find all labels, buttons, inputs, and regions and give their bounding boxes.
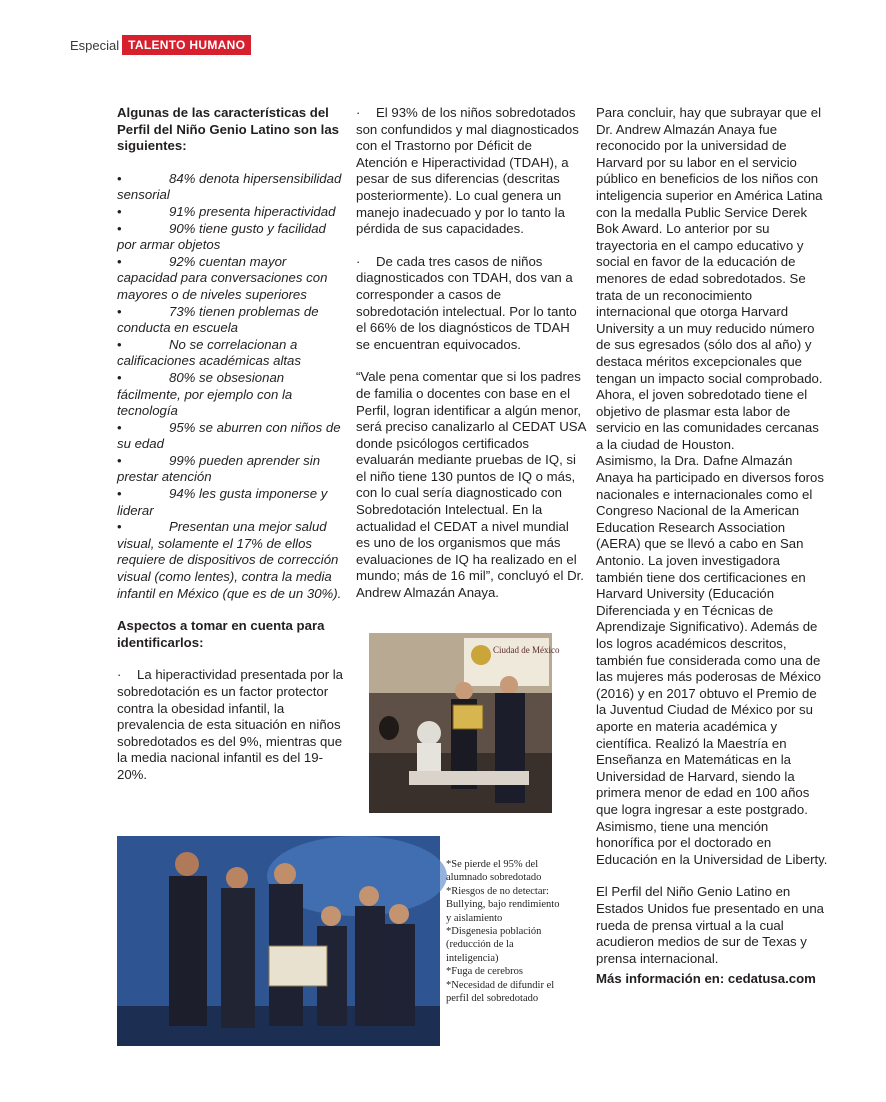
- sign-text: Ciudad de México: [493, 645, 560, 655]
- col1-heading-2: Aspectos a tomar en cuenta para identificarlos:: [117, 618, 325, 650]
- award-ceremony-illustration: [369, 633, 560, 813]
- list-item: • 94% les gusta imponerse y liderar: [117, 486, 328, 518]
- list-item: • 95% se aburren con niños de su edad: [117, 419, 341, 452]
- photo-caption: [446, 858, 566, 1005]
- students-illustration: [117, 836, 440, 1046]
- section-label: Especial: [70, 37, 120, 53]
- list-item: • 91% presenta hiperactividad: [117, 203, 336, 219]
- list-item: • 92% cuentan mayor capacidad para conversaciones con mayores o de niveles superiores: [117, 253, 328, 302]
- caption-line: *Fuga de cerebros: [446, 966, 523, 978]
- col3-paragraph-1: Para concluir, hay que subrayar que el Dr. Andrew Almazán Anaya fue reconocido por la universidad de Harvard por su labor en el servicio público en beneficios de los niños con inteligencia superior en América Latina con la medalla Public Service Derek Bok Award. Lo anterior por su trayectoria en el campo educativo y social en favor de la educación de menores de edad sobredotados. Se trata de un reconocimiento internacional que otorga Harvard University a un muy reducido número de sus egresados (sólo dos al año) y destaca méritos excepcionales que tengan un impacto social comprobado. Ahora, el joven sobredotado tiene el objetivo de plasmar esta labor de servicio en las comunidades cercanas a la ciudad de Houston.: [596, 105, 823, 452]
- award-ceremony-photo: [369, 633, 560, 813]
- city-seal-icon: [471, 645, 491, 665]
- more-info-link[interactable]: Más información en: cedatusa.com: [596, 971, 816, 987]
- page-header: [70, 35, 251, 55]
- list-item: • 99% pueden aprender sin prestar atención: [117, 452, 321, 485]
- list-item: • 84% denota hipersensibilidad sensorial: [117, 170, 342, 203]
- col3-paragraph-3: El Perfil del Niño Genio Latino en Estados Unidos fue presentado en una rueda de prensa virtual a la cual acudieron medios de sur de Texas y prensa internacional.: [596, 884, 825, 966]
- section-tag: TALENTO HUMANO: [122, 35, 251, 55]
- col2-paragraph-1: · El 93% de los niños sobredotados son confundidos y mal diagnosticados con el Trastorno por Déficit de Atención e Hiperactividad (TDAH), a pesar de sus diferencias (descritas posteriormente). Lo cual genera un manejo inadecuado y por lo tanto la pérdida de sus capacidades.: [356, 105, 579, 237]
- traits-list: [117, 171, 347, 602]
- list-item: • Presentan una mejor salud visual, solamente el 17% de ellos requiere de dispositivos de corrección visual (como lentes), contra la media infantil en México (que es de un 30%).: [117, 519, 342, 601]
- caption-line: *Riesgos de no detectar: Bullying, bajo rendimiento y aislamiento: [446, 885, 560, 924]
- list-item: • 80% se obsesionan fácilmente, por ejemplo con la tecnología: [117, 369, 293, 419]
- col3-paragraph-2: Asimismo, la Dra. Dafne Almazán Anaya ha participado en diversos foros nacionales e internacionales como el Congreso Nacional de la American Education Research Association (AERA) que se llevó a cabo en San Antonio. La joven investigadora también tiene dos certificaciones en Harvard University (Educación Diferenciada y en Técnicas de Aprendizaje Significativo). Además de los logros académicos descritos, también fue considerada como una de las mujeres más poderosas de México (2016) y en 2017 obtuvo el Premio de la Juventud Ciudad de México por su aporte en materia académica y científica. Realizó la Maestría en Enseñanza en Matemáticas en la Universidad de Harvard, siendo la primera menor de edad en 100 años que logra ingresar a este postgrado. Asimismo, tiene una mención honorífica por el doctorado en Educación en la Universidad de Liberty.: [596, 453, 828, 867]
- students-stage-photo: [117, 836, 440, 1046]
- col2-paragraph-2: · De cada tres casos de niños diagnosticados con TDAH, dos van a corresponder a casos de sobredotación intelectual. Por lo tanto el 66% de los diagnósticos de TDAH se encuentran equivocados.: [356, 253, 577, 352]
- list-item: • 73% tienen problemas de conducta en escuela: [117, 303, 319, 336]
- list-item: • 90% tiene gusto y facilidad por armar objetos: [117, 220, 326, 253]
- caption-line: *Se pierde el 95% del alumnado sobredotado: [446, 859, 542, 884]
- caption-line: *Disgenesia población (reducción de la inteligencia): [446, 926, 542, 964]
- col1-heading: Algunas de las características del Perfil del Niño Genio Latino son las siguientes:: [117, 105, 340, 154]
- column-1: [117, 105, 347, 784]
- column-3: [596, 105, 828, 988]
- list-item: • No se correlacionan a calificaciones académicas altas: [117, 336, 301, 369]
- column-2: [356, 105, 586, 602]
- caption-line: *Necesidad de difundir el perfil del sobredotado: [446, 979, 555, 1005]
- col2-quote: “Vale pena comentar que si los padres de familia o docentes con base en el Perfil, logran identificar a algún menor, será preciso canalizarlo al CEDAT USA donde psicólogos certificados evaluarán mediante pruebas de IQ, si el niño tiene 130 puntos de IQ o más, con lo cual sería diagnosticado con Sobredotación Intelectual. En la actualidad el CEDAT a nivel mundial es uno de los organismos que más evaluaciones de IQ ha realizado en el mundo; más de 16 mil”, concluyó el Dr. Andrew Almazán Anaya.: [356, 369, 586, 601]
- col1-paragraph: · La hiperactividad presentada por la sobredotación es un factor protector contra la obesidad infantil, la prevalencia de esta situación en niños sobredotados es del 9%, mientras que la media nacional infantil es del 19-20%.: [117, 667, 344, 782]
